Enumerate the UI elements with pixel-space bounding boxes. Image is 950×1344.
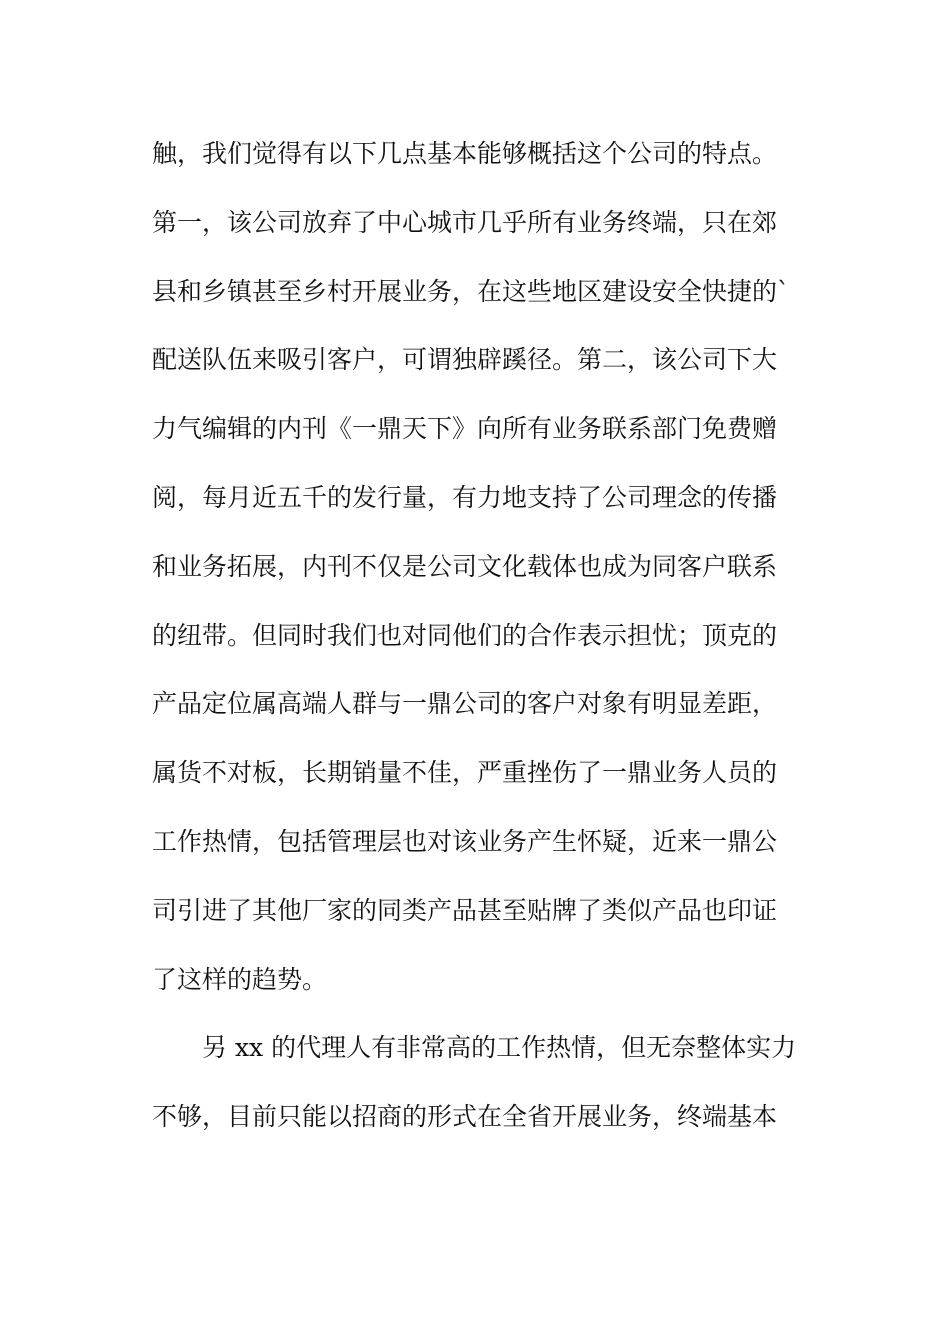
text-line: 县和乡镇甚至乡村开展业务，在这些地区建设安全快捷的` xyxy=(152,276,790,306)
text-line: 阅，每月近五千的发行量，有力地支持了公司理念的传播 xyxy=(152,482,778,512)
text-line: 产品定位属高端人群与一鼎公司的客户对象有明显差距， xyxy=(152,689,778,719)
text-line: 工作热情，包括管理层也对该业务产生怀疑，近来一鼎公 xyxy=(152,826,778,856)
text-line: 属货不对板，长期销量不佳，严重挫伤了一鼎业务人员的 xyxy=(152,758,778,788)
text-line: 配送队伍来吸引客户，可谓独辟蹊径。第二，该公司下大 xyxy=(152,345,778,375)
text-line: 司引进了其他厂家的同类产品甚至贴牌了类似产品也印证 xyxy=(152,895,778,925)
text-line: 第一，该公司放弃了中心城市几乎所有业务终端，只在郊 xyxy=(152,207,778,237)
text-line: 的纽带。但同时我们也对同他们的合作表示担忧；顶克的 xyxy=(152,620,778,650)
text-line: 触，我们觉得有以下几点基本能够概括这个公司的特点。 xyxy=(152,139,778,168)
text-line: 力气编辑的内刊《一鼎天下》向所有业务联系部门免费赠 xyxy=(152,414,778,444)
text-line: 了这样的趋势。 xyxy=(152,964,328,994)
text-line: 不够，目前只能以招商的形式在全省开展业务，终端基本 xyxy=(152,1102,778,1132)
body-text xyxy=(152,128,802,1160)
paragraph-start-line: 另 xx 的代理人有非常高的工作热情，但无奈整体实力 xyxy=(202,1033,797,1063)
text-line: 和业务拓展，内刊不仅是公司文化载体也成为同客户联系 xyxy=(152,551,778,581)
